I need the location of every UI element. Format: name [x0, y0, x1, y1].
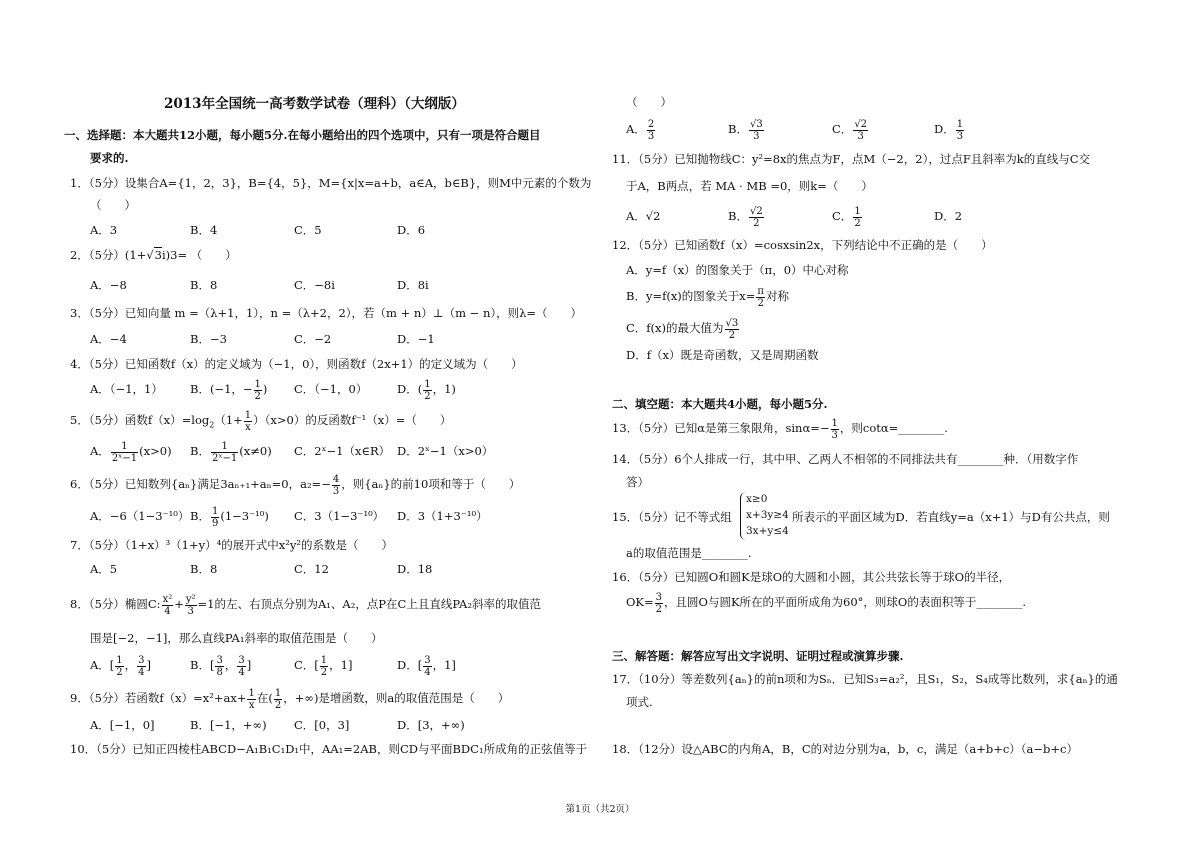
q3-option-c: C．−2	[294, 332, 332, 346]
q2-option-b: B．8	[190, 278, 218, 292]
q4-d-suffix: ，1)	[432, 382, 456, 396]
q8-b-suffix: ]	[246, 658, 252, 672]
q16-tail: ，且圆O与圆K所在的平面所成角为60°，则球O的表面积等于________.	[664, 595, 1027, 609]
q10-c-prefix: C．	[832, 122, 853, 136]
q5-b-prefix: B．	[190, 444, 210, 458]
q9-label: 9．（5分）若函数f（x）=x²+ax+	[70, 691, 247, 705]
question-10-paren: （ ）	[626, 95, 672, 109]
q15-ineq-3: 3x+y≤4	[746, 525, 789, 537]
q12-option-a: A．y=f（x）的图象关于（π，0）中心对称	[626, 263, 849, 277]
q9-option-d: D．[3，+∞)	[397, 718, 465, 732]
q11-c-prefix: C．	[832, 209, 853, 223]
q16-den: 2	[655, 603, 663, 615]
q5-option-a	[90, 436, 172, 466]
q1-option-a: A．3	[90, 223, 118, 237]
q8-option-b: B．[ $\frac{3}{8}$ ， $\frac{3}{4}$ ]	[190, 654, 252, 678]
q4-b-num: 1	[254, 378, 261, 390]
q10-option-a	[626, 114, 656, 144]
q6-b-num: 1	[211, 505, 219, 517]
q10-a-den: 3	[647, 130, 655, 142]
q9-den2: 2	[274, 699, 282, 711]
q8-label: 8．（5分）椭圆C:	[70, 597, 161, 611]
section-1-heading-cont: 要求的.	[90, 151, 129, 165]
q8-b-den1: 8	[216, 666, 223, 678]
q5-a-num: 1	[111, 441, 138, 453]
q11-option-d: D．2	[934, 209, 963, 223]
q4-d-den: 2	[424, 390, 431, 402]
q11-c-num: 1	[854, 205, 861, 217]
q12-b-prefix: B．y=f(x)的图象关于x=	[626, 289, 756, 303]
q6-option-d: D．3（1+3⁻¹⁰）	[397, 509, 488, 523]
q2-label: 2．（5分）	[70, 248, 125, 262]
q12-c-frac	[725, 318, 740, 341]
q10-a-num: 2	[647, 118, 655, 130]
q4-option-b	[190, 374, 267, 404]
question-9	[70, 683, 509, 713]
q10-c-num: √2	[854, 118, 868, 130]
question-8: 8．（5分）椭圆C: $\frac{\text{x²}}{4}$ + $\frac{\text{y²}}{3}$ =1的左、右顶点分别为A₁、A₂，点P在C上且直线PA₂斜率的取值范	[70, 593, 541, 617]
q5-option-c: C．2ˣ−1（x∈R）	[294, 444, 391, 458]
q10-c-frac	[853, 119, 868, 142]
q4-option-a: A．（−1，1）	[90, 382, 163, 396]
q6-b-prefix: B．	[190, 509, 210, 523]
q5-a-prefix: A．	[90, 444, 110, 458]
section-2-heading: 二、填空题：本大题共4小题，每小题5分.	[612, 397, 828, 411]
q8-c-frac	[320, 655, 328, 678]
q6-den: 3	[332, 485, 340, 497]
question-18: 18．（12分）设△ABC的内角A，B，C的对边分别为a，b，c，满足（a+b+c）（a−b+c）	[612, 742, 1078, 756]
question-13	[612, 413, 948, 443]
q10-d-num: 1	[956, 118, 964, 130]
question-14: 14．（5分）6个人排成一行，其中甲、乙两人不相邻的不同排法共有________种．（用数字作	[612, 452, 1079, 466]
q9-frac2	[274, 688, 282, 711]
q7-option-c: C．12	[294, 562, 329, 576]
q1-option-c: C．5	[294, 223, 322, 237]
q12-option-c	[626, 313, 740, 343]
q6-option-b	[190, 501, 269, 531]
q16-num: 3	[655, 591, 663, 603]
question-1: 1．（5分）设集合A={1，2，3}，B={4，5}，M={x|x=a+b，a∈A，b∈B}，则M中元素的个数为	[70, 176, 592, 190]
q11-c-den: 2	[854, 217, 861, 229]
q8-c-den: 2	[320, 666, 328, 678]
q12-b-num: π	[757, 285, 764, 297]
q8-b-prefix: B．[	[190, 658, 215, 672]
q10-option-b	[728, 114, 765, 144]
q12-c-prefix: C．f(x)的最大值为	[626, 321, 724, 335]
q2-radicand: 3	[154, 248, 162, 262]
q8-x-den: 4	[164, 605, 171, 617]
question-17-cont: 项式.	[626, 695, 653, 709]
q5-option-b	[190, 436, 272, 466]
q11-b-prefix: B．	[728, 209, 748, 223]
q1-option-b: B．4	[190, 223, 218, 237]
q8-b-den2: 4	[238, 666, 245, 678]
q13-label: 13．（5分）已知α是第三象限角，sinα=−	[612, 421, 830, 435]
q9-den: x	[248, 699, 255, 711]
q4-d-frac	[423, 379, 431, 402]
question-15-tail: 所表示的平面区域为D．若直线y=a（x+1）与D有公共点，则	[792, 510, 1110, 524]
q8-c-num: 1	[320, 654, 328, 666]
question-4: 4．（5分）已知函数f（x）的定义域为（−1，0），则函数f（2x+1）的定义域为（ ）	[70, 357, 523, 371]
q6-tail: ，则{aₙ}的前10项和等于（ ）	[341, 477, 521, 491]
q10-option-c	[832, 114, 869, 144]
question-5	[70, 405, 451, 440]
q5-a-suffix: (x>0)	[139, 444, 172, 458]
q6-b-suffix: (1−3⁻¹⁰)	[220, 509, 269, 523]
q13-den: 3	[831, 429, 838, 441]
q6-frac	[332, 474, 340, 497]
question-7: 7．（5分）（1+x）³（1+y）⁴的展开式中x²y²的系数是（ ）	[70, 538, 393, 552]
q8-b-num2: 3	[238, 654, 245, 666]
q13-num: 1	[831, 417, 838, 429]
q5-b-num: 1	[211, 441, 238, 453]
q8-a-frac2	[137, 655, 145, 678]
q8-a-frac1	[115, 655, 123, 678]
q10-b-frac	[749, 119, 764, 142]
q12-b-suffix: 对称	[766, 289, 789, 303]
q4-option-c: C．（−1，0）	[294, 382, 368, 396]
q9-mid: 在(	[256, 691, 273, 705]
question-14-cont: 答）	[626, 475, 649, 489]
q7-option-a: A．5	[90, 562, 118, 576]
page-title: 2013年全国统一高考数学试卷（理科）（大纲版）	[164, 96, 465, 112]
page-footer: 第1页（共2页）	[565, 804, 635, 815]
q10-c-den: 3	[857, 130, 864, 142]
q8-c-prefix: C．[	[294, 658, 319, 672]
q4-d-prefix: D．(	[397, 382, 423, 396]
q9-num: 1	[248, 687, 255, 699]
q12-c-num: √3	[725, 317, 739, 329]
q10-option-d	[934, 114, 965, 144]
q5-b-den: 2ˣ−1	[211, 452, 238, 464]
q8-a-den1: 2	[116, 666, 123, 678]
q13-tail: ，则cotα=________.	[839, 421, 948, 435]
q11-c-frac	[853, 206, 861, 229]
section-3-heading: 三、解答题：解答应写出文字说明、证明过程或演算步骤.	[612, 649, 904, 663]
q15-ineq-1: x≥0	[746, 493, 768, 505]
q10-d-prefix: D．	[934, 122, 955, 136]
q5-frac	[244, 410, 252, 433]
q5-b-frac	[211, 441, 238, 464]
q12-b-frac	[756, 286, 765, 309]
q15-ineq-2: x+3y≥4	[746, 509, 789, 521]
question-16: 16．（5分）已知圆O和圆K是球O的大圆和小圆，其公共弦长等于球O的半径，	[612, 570, 1011, 584]
q8-option-d	[397, 650, 456, 680]
q8-frac-y	[185, 594, 197, 617]
q8-y-den: 3	[187, 605, 194, 617]
q2-tail: 3= （ ）	[170, 248, 237, 262]
q11-option-c	[832, 201, 863, 231]
q2-math-a: (1+	[124, 248, 147, 262]
q10-b-num: √3	[749, 118, 763, 130]
question-17: 17．（10分）等差数列{aₙ}的前n项和为Sₙ．已知S₃=a₂²，且S₁，S₂，S₄成等比数列，求{aₙ}的通	[612, 672, 1118, 686]
q5-a-den: 2ˣ−1	[111, 452, 138, 464]
question-3: 3．（5分）已知向量 m =（λ+1，1），n =（λ+2，2），若（m + n）⊥（m − n），则λ=（ ）	[70, 306, 583, 320]
q4-b-suffix: )	[262, 382, 268, 396]
q15-system	[740, 492, 792, 540]
q6-option-c: C．3（1−3⁻¹⁰）	[294, 509, 385, 523]
q4-b-prefix: B．(−1，−	[190, 382, 253, 396]
q8-d-num: 3	[424, 654, 431, 666]
q2-math-b: i)	[162, 248, 171, 262]
question-6	[70, 469, 520, 499]
q5-mid: （1+	[214, 413, 243, 427]
q9-option-a: A．[−1，0]	[90, 718, 155, 732]
q5-num: 1	[244, 409, 252, 421]
q6-option-a: A．−6（1−3⁻¹⁰）	[90, 509, 190, 523]
q2-option-a: A．−8	[90, 278, 127, 292]
q8-d-frac	[423, 655, 431, 678]
q12-c-den: 2	[728, 329, 736, 341]
q11-option-b	[728, 201, 765, 231]
q12-option-d: D．f（x）既是奇函数，又是周期函数	[626, 348, 819, 362]
q8-b-frac2	[237, 655, 245, 678]
q3-option-d: D．−1	[397, 332, 435, 346]
q4-option-d	[397, 374, 456, 404]
question-1-paren: （ ）	[90, 198, 136, 212]
q8-c-suffix: ，1]	[329, 658, 353, 672]
q5-den: x	[245, 421, 251, 433]
question-2: 2．（5分）(1+√3i)3= （ ）	[70, 248, 237, 262]
q1-option-d: D．6	[397, 223, 426, 237]
q5-label: 5．（5分）函数f（x）=log	[70, 413, 210, 427]
q6-num: 4	[332, 473, 340, 485]
q10-d-den: 3	[956, 130, 964, 142]
q8-a-prefix: A．[	[90, 658, 115, 672]
q9-tail: ，+∞)是增函数，则a的取值范围是（ ）	[283, 691, 510, 705]
question-10: 10．（5分）已知正四棱柱ABCD−A₁B₁C₁D₁中，AA₁=2AB，则CD与平面BDC₁所成角的正弦值等于	[70, 742, 588, 756]
q8-d-suffix: ，1]	[432, 658, 456, 672]
q11-b-den: 2	[753, 217, 760, 229]
q4-b-frac	[254, 379, 262, 402]
q10-a-prefix: A．	[626, 122, 646, 136]
q8-a-suffix: ]	[146, 658, 152, 672]
q8-x-num: x²	[162, 593, 173, 605]
q5-b-suffix: (x≠0)	[239, 444, 272, 458]
q8-option-a: A．[ $\frac{1}{2}$ ， $\frac{3}{4}$ ]	[90, 654, 152, 678]
q10-b-prefix: B．	[728, 122, 748, 136]
q3-option-b: B．−3	[190, 332, 227, 346]
question-12: 12．（5分）已知函数f（x）=cosxsin2x，下列结论中不正确的是（ ）	[612, 238, 993, 252]
q4-b-den: 2	[254, 390, 261, 402]
q9-option-b: B．[−1，+∞)	[190, 718, 267, 732]
q8-a-den2: 4	[138, 666, 145, 678]
q8-d-prefix: D．[	[397, 658, 423, 672]
question-15: 15．（5分）记不等式组	[612, 510, 732, 524]
q16-frac	[655, 592, 663, 615]
q6-label: 6．（5分）已知数列{aₙ}满足3aₙ₊₁+aₙ=0，a₂=−	[70, 477, 331, 491]
question-15-cont: a的取值范围是________.	[626, 546, 752, 560]
q7-option-b: B．8	[190, 562, 218, 576]
q6-b-den: 9	[211, 517, 219, 529]
q8-d-den: 4	[424, 666, 431, 678]
q9-num2: 1	[274, 687, 282, 699]
q13-frac	[831, 418, 839, 441]
q7-option-d: D．18	[397, 562, 433, 576]
q9-option-c: C．[0，3]	[294, 718, 350, 732]
q10-d-frac	[956, 119, 964, 142]
q8-tail: =1的左、右顶点分别为A₁、A₂，点P在C上且直线PA₂斜率的取值范	[197, 597, 541, 611]
q12-option-b	[626, 281, 789, 311]
q2-option-d: D．8i	[397, 278, 429, 292]
q9-frac	[247, 688, 255, 711]
q5-sub: 2	[209, 420, 215, 430]
q4-d-num: 1	[424, 378, 431, 390]
q8-option-c	[294, 650, 352, 680]
q8-y-num: y²	[185, 593, 196, 605]
question-11: 11．（5分）已知抛物线C：y²=8x的焦点为F，点M（−2，2），过点F且斜率为k的直线与C交	[612, 152, 1091, 166]
q8-frac-x	[162, 594, 174, 617]
q11-b-frac	[749, 206, 764, 229]
section-1-heading: 一、选择题：本大题共12小题，每小题5分.在每小题给出的四个选项中，只有一项是符合题目	[64, 128, 541, 142]
q10-a-frac	[647, 119, 655, 142]
q3-option-a: A．−4	[90, 332, 127, 346]
q16-prefix: OK=	[626, 595, 654, 609]
q2-option-c: C．−8i	[294, 278, 335, 292]
q8-b-num1: 3	[216, 654, 223, 666]
q5-tail: ）（x>0）的反函数f⁻¹（x）=（ ）	[253, 413, 452, 427]
q5-a-frac	[111, 441, 138, 464]
q12-b-den: 2	[757, 297, 764, 309]
q6-b-frac	[211, 506, 219, 529]
q11-option-a: A．√2	[626, 209, 661, 223]
question-16-cont	[626, 587, 1026, 617]
q8-a-num2: 3	[138, 654, 145, 666]
question-8-cont: 围是[−2，−1]，那么直线PA₁斜率的取值范围是（ ）	[90, 631, 383, 645]
q8-b-frac1	[215, 655, 223, 678]
question-11-cont: 于A，B两点，若 MA · MB =0，则k=（ ）	[626, 179, 873, 193]
q10-b-den: 3	[753, 130, 760, 142]
q8-a-num1: 1	[116, 654, 123, 666]
q5-option-d: D．2ˣ−1（x>0）	[397, 444, 494, 458]
q11-b-num: √2	[749, 205, 763, 217]
